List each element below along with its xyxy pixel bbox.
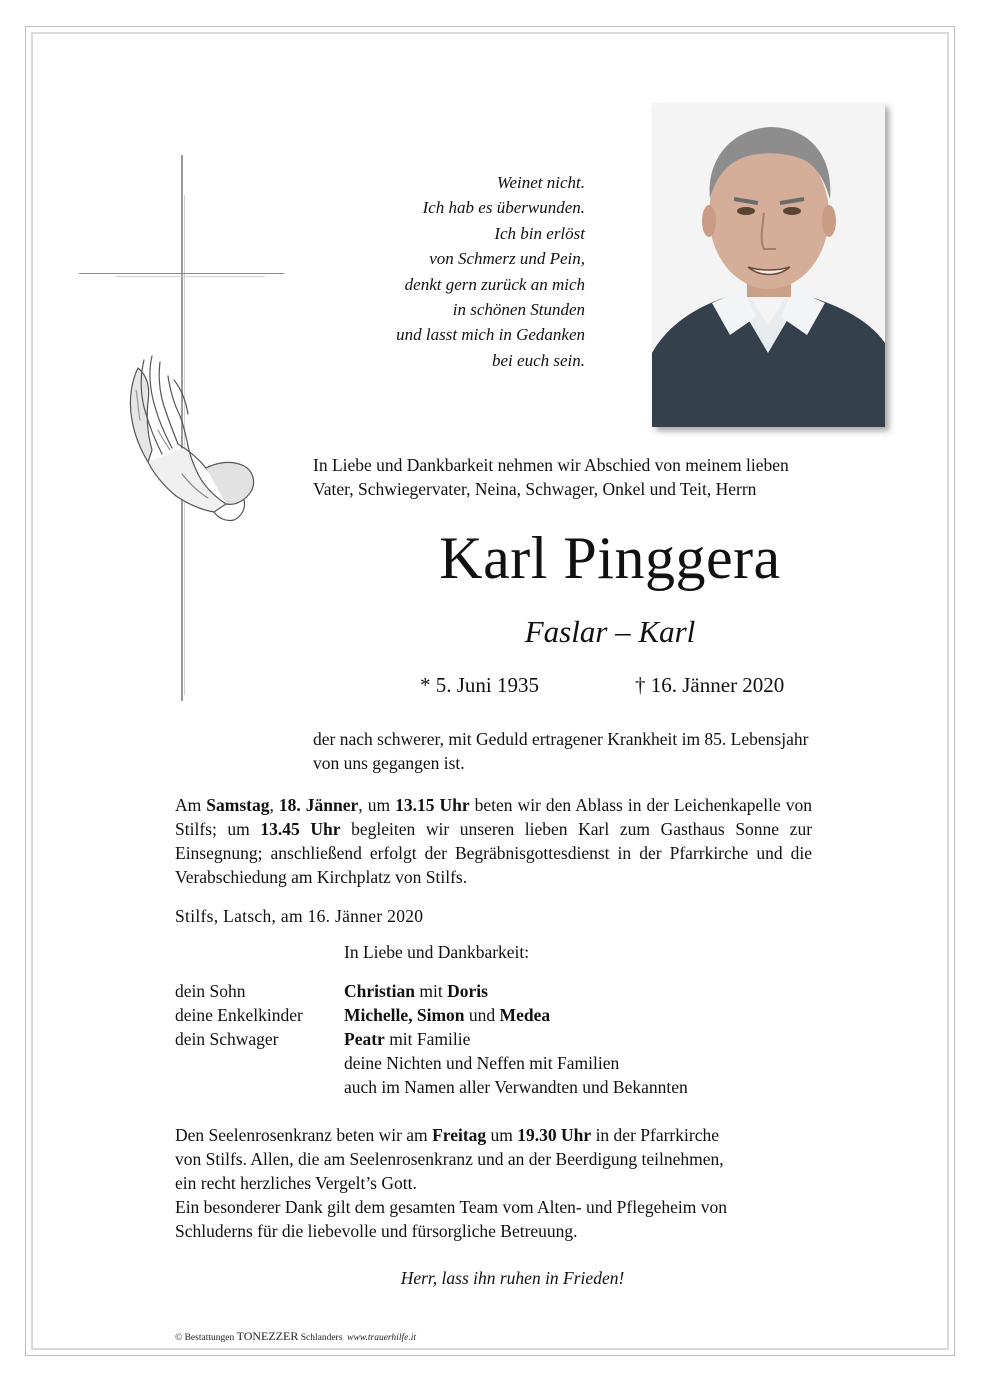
brother-in-law-name: Peatr: [344, 1029, 385, 1049]
illness-line: der nach schwerer, mit Geduld ertragener Krankheit im 85. Lebensjahr: [313, 729, 809, 749]
poem-line: Ich hab es überwunden.: [422, 198, 585, 218]
funeral-text: Am: [175, 795, 207, 815]
funeral-paragraph: [175, 793, 812, 889]
funeral-time-procession: 13.45 Uhr: [260, 819, 341, 839]
grandchildren-names: Michelle, Simon: [344, 1005, 465, 1025]
praying-hands-icon: [118, 350, 258, 525]
poem: [300, 170, 585, 373]
footer-credit: [175, 1329, 416, 1345]
footer-town: Schlanders: [298, 1333, 343, 1343]
intro-text: [313, 453, 913, 501]
grandchild-last: Medea: [499, 1005, 551, 1025]
funeral-text: beten wir den Ablass in der Leichenkapelle von Stilfs; um: [175, 795, 813, 839]
rosary-line: von Stilfs. Allen, die am Seelenrosenkranz und an der Beerdigung teilnehmen,: [175, 1149, 724, 1169]
cross-horizontal-beam: [79, 273, 284, 274]
illness-text: [313, 727, 913, 775]
funeral-text: , um: [358, 795, 396, 815]
connector: und: [464, 1005, 500, 1025]
connector: mit Familie: [384, 1029, 471, 1049]
poem-line: Ich bin erlöst: [494, 223, 585, 243]
family-names-son: [344, 979, 488, 1003]
thanks-line: Schluderns für die liebevolle und fürsorgliche Betreuung.: [175, 1221, 578, 1241]
rosary-text: Den Seelenrosenkranz beten wir am: [175, 1125, 433, 1145]
family-label-grandchildren: deine Enkelkinder: [175, 1005, 303, 1025]
family-label-brother-in-law: dein Schwager: [175, 1029, 279, 1049]
rosary-time: 19.30 Uhr: [517, 1125, 592, 1145]
funeral-day: Samstag: [206, 795, 270, 815]
closing-text: [175, 1123, 850, 1243]
funeral-text: ,: [269, 795, 279, 815]
funeral-text: begleiten wir unseren lieben Karl zum Gasthaus Sonne zur Einsegnung; anschließend erfolgt der Begräbnisgottesdienst in der Pfarrkirche und die Verabschiedung am Kirchplatz von Stilfs.: [175, 819, 813, 887]
deceased-nickname: Faslar – Karl: [524, 614, 696, 649]
family-names-brother-in-law: [344, 1027, 470, 1051]
family-nieces: deine Nichten und Neffen mit Familien: [344, 1053, 620, 1073]
poem-line: von Schmerz und Pein,: [429, 249, 585, 269]
thanks-line: Ein besonderer Dank gilt dem gesamten Team vom Alten- und Pflegeheim von: [175, 1197, 728, 1217]
poem-line: bei euch sein.: [492, 350, 585, 370]
connector: mit: [414, 981, 448, 1001]
rosary-text: in der Pfarrkirche: [591, 1125, 719, 1145]
footer-company: TONEZZER: [236, 1329, 299, 1343]
illness-line: von uns gegangen ist.: [313, 753, 465, 773]
poem-line: in schönen Stunden: [452, 300, 585, 320]
place-date: Stilfs, Latsch, am 16. Jänner 2020: [175, 906, 424, 926]
family-names-grandchildren: [344, 1003, 550, 1027]
funeral-date: 18. Jänner: [278, 795, 359, 815]
cross-horizontal-shadow: [115, 276, 265, 277]
funeral-time-ablass: 13.15 Uhr: [395, 795, 470, 815]
poem-line: denkt gern zurück an mich: [404, 274, 585, 294]
death-date: † 16. Jänner 2020: [635, 673, 785, 697]
family-relatives: auch im Namen aller Verwandten und Bekannten: [344, 1077, 688, 1097]
deceased-name: Karl Pinggera: [439, 525, 781, 591]
footer-prefix: © Bestattungen: [175, 1333, 237, 1343]
intro-line: In Liebe und Dankbarkeit nehmen wir Abschied von meinem lieben: [313, 455, 789, 475]
rosary-text: um: [486, 1125, 518, 1145]
rosary-line: ein recht herzliches Vergelt’s Gott.: [175, 1173, 417, 1193]
poem-line: und lasst mich in Gedanken: [396, 325, 585, 345]
intro-line: Vater, Schwiegervater, Neina, Schwager, Onkel und Teit, Herrn: [313, 479, 757, 499]
gratitude-heading: In Liebe und Dankbarkeit:: [344, 942, 530, 962]
son-name: Christian: [344, 981, 415, 1001]
family-label-son: dein Sohn: [175, 981, 246, 1001]
farewell-text: Herr, lass ihn ruhen in Frieden!: [400, 1268, 625, 1288]
son-partner: Doris: [447, 981, 488, 1001]
rosary-line: [175, 1123, 850, 1147]
portrait-photo: [652, 103, 885, 427]
footer-url[interactable]: www.trauerhilfe.it: [347, 1333, 416, 1343]
rosary-day: Freitag: [432, 1125, 487, 1145]
birth-date: * 5. Juni 1935: [420, 673, 540, 697]
poem-line: Weinet nicht.: [496, 173, 585, 192]
